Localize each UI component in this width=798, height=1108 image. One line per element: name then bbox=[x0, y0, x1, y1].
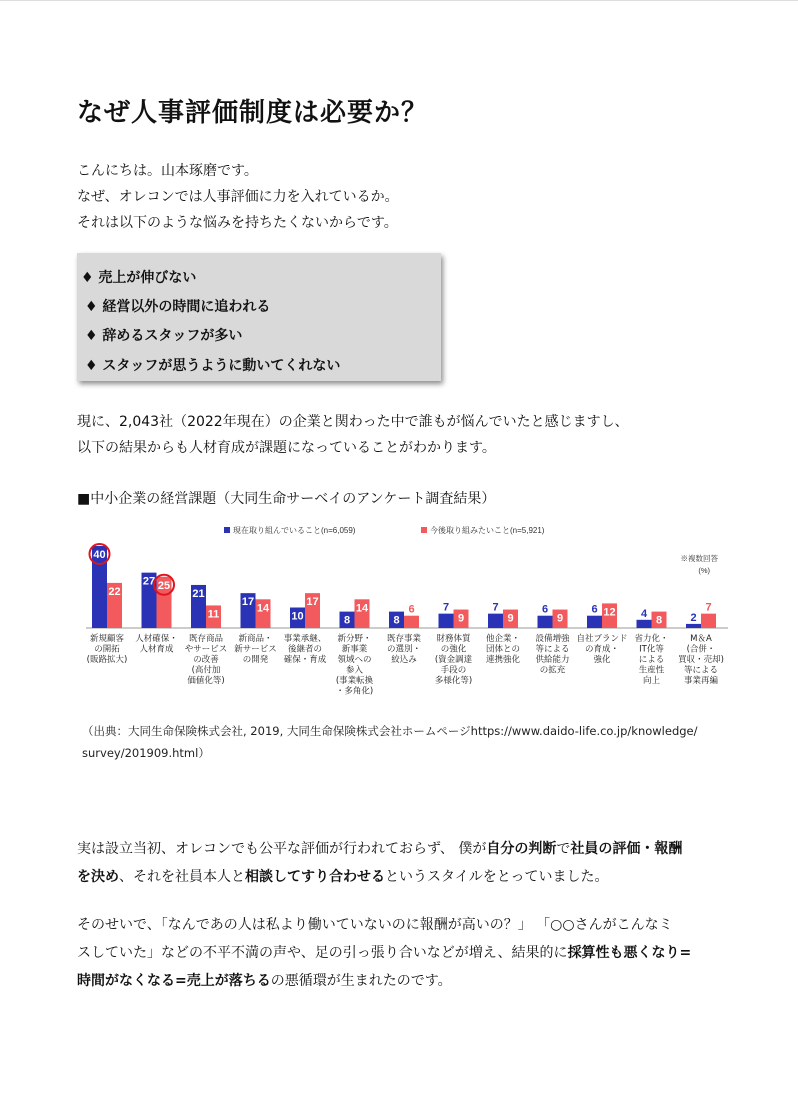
legend-swatch bbox=[421, 527, 427, 533]
data-label: 9 bbox=[556, 612, 564, 625]
category-label: やサービス bbox=[184, 644, 228, 655]
legend-swatch bbox=[224, 527, 230, 533]
category-label: 強化 bbox=[593, 655, 611, 665]
page-title: なぜ人事評価制度は必要か？ bbox=[77, 98, 429, 128]
bold-text: 時間がなくなる=売上が落ちる bbox=[77, 973, 271, 989]
bold-text: 相談してすり合わせる bbox=[245, 869, 385, 885]
category-label: 新分野・ bbox=[337, 634, 372, 644]
category-label: ・多角化) bbox=[335, 686, 374, 697]
category-label: 事業再編 bbox=[683, 676, 719, 686]
category-label: による bbox=[638, 655, 665, 665]
data-label: 21 bbox=[192, 587, 205, 600]
data-label: 22 bbox=[108, 585, 121, 598]
bar-current bbox=[439, 614, 454, 628]
text-span: 、それを社員本人と bbox=[119, 869, 245, 885]
data-label: 9 bbox=[457, 612, 465, 625]
context-line: 以下の結果からも人材育成が課題になっていることがわかります。 bbox=[77, 440, 496, 456]
data-label: 8 bbox=[393, 614, 400, 627]
category-label: 自社ブランド bbox=[576, 634, 628, 644]
text-span: というスタイルをとっていました。 bbox=[385, 869, 609, 885]
category-label: の強化 bbox=[440, 644, 467, 655]
category-label: 新事業 bbox=[341, 644, 368, 655]
data-label: 14 bbox=[355, 602, 369, 615]
text-span: 実は設立当初、オレコンでも公平な評価が行われておらず、 僕が bbox=[77, 841, 487, 857]
bar-current bbox=[637, 620, 652, 628]
management-issues-bar-chart bbox=[82, 518, 732, 714]
data-label: 6 bbox=[591, 603, 598, 616]
category-label: 設備増強 bbox=[535, 634, 570, 644]
category-label: 団体との bbox=[485, 644, 521, 655]
callout-item: ♦ 経営以外の時間に追われる bbox=[85, 299, 271, 315]
data-label: 9 bbox=[507, 612, 514, 625]
chart-heading: ■中小企業の経営課題（大同生命サーベイのアンケート調査結果） bbox=[77, 491, 496, 507]
category-label: の改善 bbox=[193, 655, 219, 665]
category-label: 既存商品 bbox=[188, 634, 224, 644]
category-label: 事業承継、 bbox=[283, 634, 327, 644]
legend-label: 今後取り組みたいこと(n=5,921) bbox=[430, 526, 545, 535]
data-label: 10 bbox=[291, 610, 304, 623]
category-label: 向上 bbox=[642, 676, 661, 686]
text-span: そのせいで、「なんであの人は私より働いていないのに報酬が高いの？」 「○○さんがこんなミ bbox=[77, 917, 673, 933]
data-label: 7 bbox=[442, 601, 450, 614]
category-label: 領域への bbox=[337, 655, 372, 665]
category-label: 等による bbox=[535, 644, 570, 655]
category-label: (合併・ bbox=[686, 644, 716, 655]
founding-story-paragraph bbox=[77, 835, 682, 891]
top-divider bbox=[0, 0, 798, 1]
legend-label: 現在取り組んでいること(n=6,059) bbox=[233, 526, 356, 535]
data-label: 8 bbox=[343, 614, 351, 627]
callout-item: ♦ 辞めるスタッフが多い bbox=[85, 328, 243, 344]
category-label: の拡充 bbox=[539, 665, 566, 676]
intro-paragraph bbox=[77, 158, 399, 236]
category-label: 他企業・ bbox=[485, 634, 521, 644]
chart-note: (%) bbox=[698, 566, 710, 575]
intro-line: それは以下のような悩みを持ちたくないからです。 bbox=[77, 215, 398, 231]
category-label: 既存事業 bbox=[386, 634, 422, 644]
consequence-paragraph bbox=[77, 911, 691, 995]
bold-text: 社員の評価・報酬 bbox=[570, 841, 683, 857]
category-label: 供給能力 bbox=[535, 655, 570, 665]
paragraph-line bbox=[77, 939, 691, 967]
data-label: 27 bbox=[142, 575, 156, 588]
bar-current bbox=[488, 614, 503, 628]
category-label: 省力化・ bbox=[634, 634, 669, 644]
paragraph-line bbox=[77, 911, 691, 939]
category-label: 財務体質 bbox=[436, 634, 471, 644]
context-paragraph bbox=[77, 409, 629, 461]
intro-line: こんにちは。山本琢磨です。 bbox=[77, 163, 258, 179]
category-label: 連携強化 bbox=[485, 655, 521, 665]
paragraph-line bbox=[77, 863, 682, 891]
bar-current bbox=[587, 616, 602, 628]
category-label: 後継者の bbox=[287, 644, 323, 655]
data-label: 17 bbox=[241, 596, 255, 609]
text-span: スしていた」などの不平不満の声や、足の引っ張り合いなどが増え、結果的に bbox=[77, 945, 568, 961]
data-label: 11 bbox=[207, 608, 220, 621]
data-label: 7 bbox=[705, 601, 712, 614]
data-label: 14 bbox=[256, 602, 270, 615]
category-label: M＆A bbox=[690, 634, 712, 644]
category-label: 新規顧客 bbox=[89, 634, 125, 644]
category-label: の開拓 bbox=[94, 644, 120, 655]
context-line: 現に、2,043社（2022年現在）の企業と関わった中で誰もが悩んでいたと感じますし、 bbox=[77, 414, 629, 430]
data-label: 4 bbox=[640, 607, 648, 620]
chart-note: ※複数回答 bbox=[680, 554, 718, 563]
category-label: 買収・売却) bbox=[678, 655, 724, 665]
source-line: survey/201909.html） bbox=[82, 746, 210, 760]
category-label: の育成・ bbox=[584, 644, 620, 655]
data-label: 6 bbox=[408, 603, 415, 616]
bold-text: を決め bbox=[77, 869, 119, 885]
category-label: の選別・ bbox=[386, 644, 422, 655]
source-citation bbox=[82, 720, 698, 764]
category-label: 参入 bbox=[345, 665, 364, 676]
category-label: 生産性 bbox=[638, 665, 665, 676]
category-label: 価値化等) bbox=[187, 676, 225, 686]
category-label: 絞込み bbox=[391, 655, 417, 665]
source-line: （出典：大同生命保険株式会社, 2019, 大同生命保険株式会社ホームページhttps://www.daido-life.co.jp/knowledge/ bbox=[82, 724, 698, 738]
category-label: 多様化等) bbox=[434, 676, 473, 686]
bold-text: 自分の判断 bbox=[486, 841, 557, 857]
category-label: (資金調達 bbox=[434, 655, 473, 665]
category-label: の開発 bbox=[242, 655, 269, 665]
data-label: 25 bbox=[157, 579, 171, 592]
category-label: 人材確保・ bbox=[135, 634, 178, 644]
text-span: で bbox=[556, 841, 571, 857]
bar-current bbox=[686, 624, 701, 628]
data-label: 6 bbox=[541, 603, 549, 616]
bar-future bbox=[404, 616, 419, 628]
problems-callout-box bbox=[77, 253, 441, 381]
category-label: 人材育成 bbox=[139, 644, 174, 655]
category-label: 新商品・ bbox=[238, 634, 273, 644]
paragraph-line bbox=[77, 967, 691, 995]
callout-item: ♦ 売上が伸びない bbox=[81, 270, 197, 286]
bar-current bbox=[538, 616, 553, 628]
text-span: の悪循環が生まれたのです。 bbox=[270, 973, 452, 989]
category-label: (高付加 bbox=[191, 665, 221, 676]
category-label: (事業転換 bbox=[335, 676, 374, 686]
data-label: 17 bbox=[306, 596, 319, 609]
paragraph-line bbox=[77, 835, 682, 863]
data-label: 7 bbox=[492, 601, 499, 614]
category-label: 新サービス bbox=[234, 644, 277, 655]
bold-text: 採算性も悪くなり= bbox=[567, 945, 692, 961]
category-label: IT化等 bbox=[639, 644, 664, 655]
category-label: 確保・育成 bbox=[283, 655, 327, 665]
category-label: 手段の bbox=[440, 665, 467, 676]
data-label: 8 bbox=[655, 614, 663, 627]
intro-line: なぜ、オレコンでは人事評価に力を入れているか。 bbox=[77, 189, 399, 205]
category-label: 等による bbox=[683, 665, 719, 676]
callout-item: ♦ スタッフが思うように動いてくれない bbox=[85, 358, 341, 374]
data-label: 2 bbox=[690, 611, 697, 624]
bar-future bbox=[701, 614, 716, 628]
data-label: 40 bbox=[93, 549, 106, 561]
category-label: (販路拡大) bbox=[86, 655, 128, 665]
data-label: 12 bbox=[603, 606, 616, 619]
